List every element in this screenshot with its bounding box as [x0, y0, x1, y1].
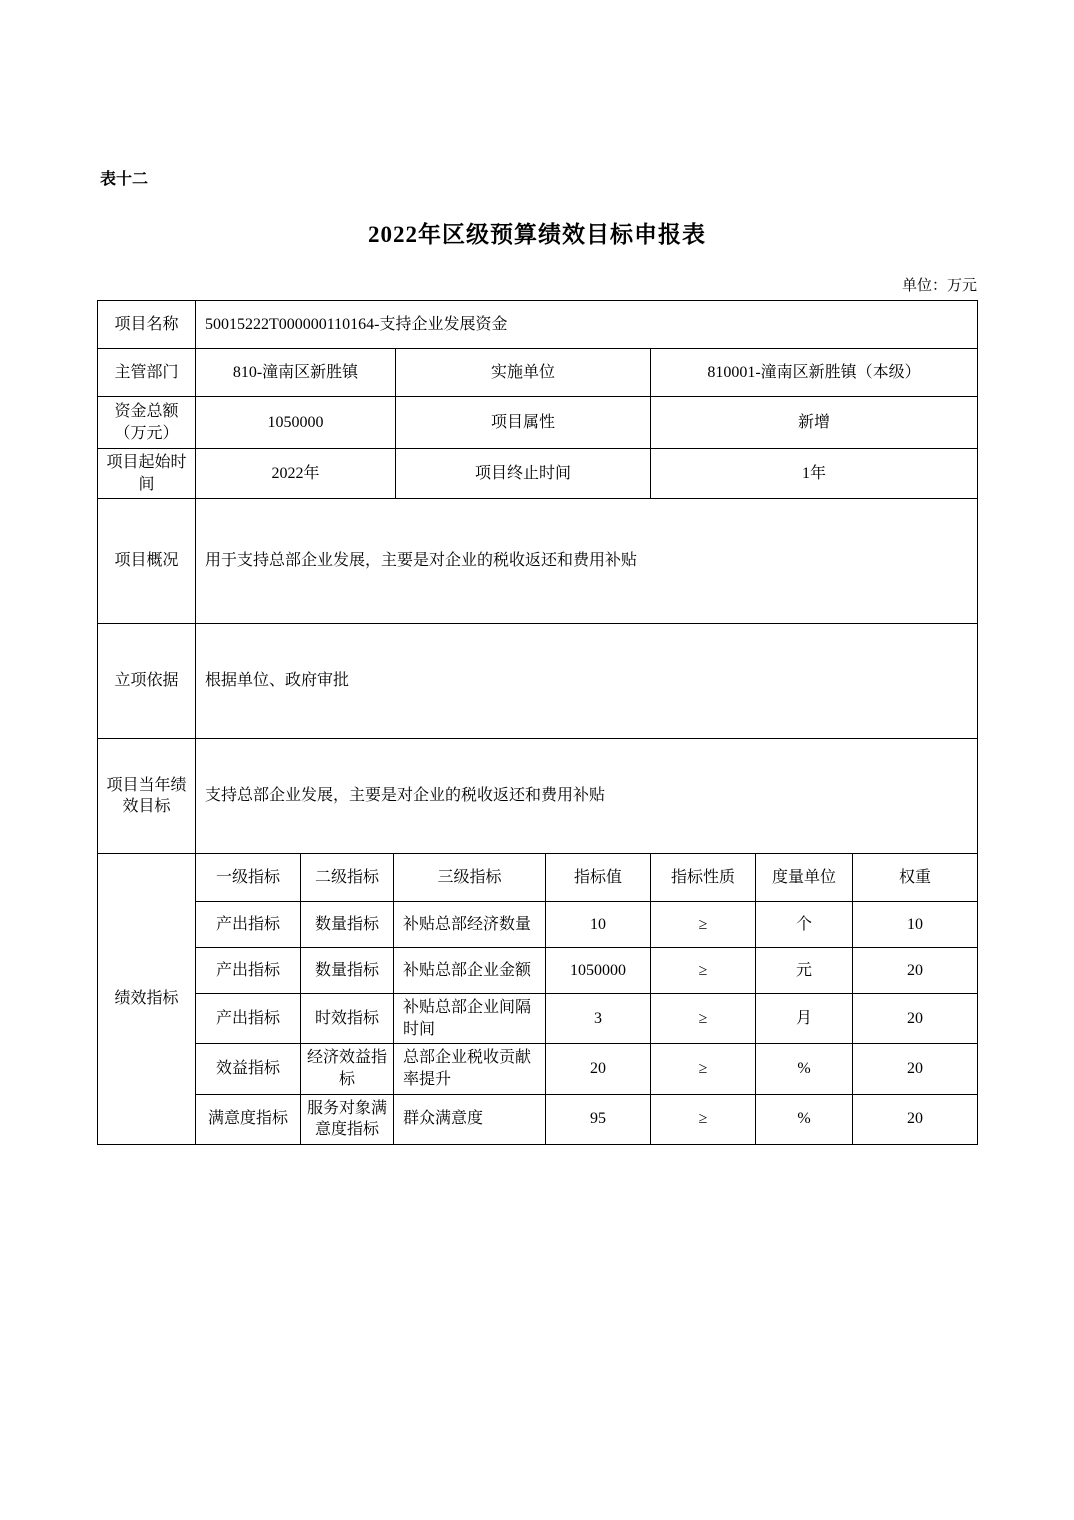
project-name-label: 项目名称 — [98, 301, 196, 349]
indicator-header-cell: 二级指标 — [301, 854, 394, 902]
indicator-row — [98, 1094, 978, 1144]
indicator-cell: 20 — [853, 1044, 978, 1094]
dept-label: 主管部门 — [98, 349, 196, 397]
indicator-cell: 数量指标 — [301, 902, 394, 948]
indicator-cell: 20 — [546, 1044, 651, 1094]
indicator-row — [98, 994, 978, 1044]
indicator-cell: ≥ — [651, 1044, 756, 1094]
indicator-cell: 20 — [853, 948, 978, 994]
project-attr-label: 项目属性 — [396, 397, 651, 449]
indicator-header-cell: 指标值 — [546, 854, 651, 902]
indicator-header-cell: 三级指标 — [394, 854, 546, 902]
table-row — [98, 739, 978, 854]
basis-label: 立项依据 — [98, 624, 196, 739]
table-row — [98, 349, 978, 397]
indicators-table — [97, 853, 978, 1145]
indicator-cell: 95 — [546, 1094, 651, 1144]
fund-total-value: 1050000 — [196, 397, 396, 449]
table-row — [98, 624, 978, 739]
basis-value: 根据单位、政府审批 — [196, 624, 978, 739]
start-time-label: 项目起始时间 — [98, 449, 196, 499]
overview-value: 用于支持总部企业发展，主要是对企业的税收返还和费用补贴 — [196, 499, 978, 624]
table-row — [98, 449, 978, 499]
indicator-cell: 时效指标 — [301, 994, 394, 1044]
indicator-cell: 20 — [853, 994, 978, 1044]
indicator-cell: 产出指标 — [196, 948, 301, 994]
indicator-header-cell: 一级指标 — [196, 854, 301, 902]
impl-unit-label: 实施单位 — [396, 349, 651, 397]
indicator-row — [98, 902, 978, 948]
indicator-cell: 10 — [546, 902, 651, 948]
indicator-cell: ≥ — [651, 994, 756, 1044]
indicator-cell: 效益指标 — [196, 1044, 301, 1094]
indicator-cell: 月 — [756, 994, 853, 1044]
indicator-cell: 20 — [853, 1094, 978, 1144]
indicator-cell: ≥ — [651, 1094, 756, 1144]
table-number-label: 表十二 — [100, 171, 149, 188]
fund-total-label: 资金总额（万元） — [98, 397, 196, 449]
impl-unit-value: 810001-潼南区新胜镇（本级） — [651, 349, 978, 397]
indicator-cell: % — [756, 1044, 853, 1094]
unit-note: 单位：万元 — [901, 278, 977, 294]
table-row — [98, 397, 978, 449]
indicator-cell: 服务对象满意度指标 — [301, 1094, 394, 1144]
indicator-cell: 补贴总部企业金额 — [394, 948, 546, 994]
indicator-cell: 1050000 — [546, 948, 651, 994]
table-row — [98, 499, 978, 624]
indicator-cell: 产出指标 — [196, 902, 301, 948]
declaration-form — [97, 300, 977, 1145]
indicator-cell: 数量指标 — [301, 948, 394, 994]
annual-goal-label: 项目当年绩效目标 — [98, 739, 196, 854]
project-attr-value: 新增 — [651, 397, 978, 449]
description-table — [97, 498, 978, 854]
dept-value: 810-潼南区新胜镇 — [196, 349, 396, 397]
indicator-cell: 满意度指标 — [196, 1094, 301, 1144]
indicator-row — [98, 1044, 978, 1094]
indicator-cell: 元 — [756, 948, 853, 994]
indicator-header-cell: 指标性质 — [651, 854, 756, 902]
indicator-row — [98, 948, 978, 994]
page-title: 2022年区级预算绩效目标申报表 — [368, 222, 706, 247]
end-time-value: 1年 — [651, 449, 978, 499]
indicator-cell: % — [756, 1094, 853, 1144]
indicator-cell: 经济效益指标 — [301, 1044, 394, 1094]
project-name-value: 50015222T000000110164-支持企业发展资金 — [196, 301, 978, 349]
indicator-cell: 3 — [546, 994, 651, 1044]
indicator-cell: ≥ — [651, 902, 756, 948]
indicator-cell: 个 — [756, 902, 853, 948]
indicator-cell: 补贴总部经济数量 — [394, 902, 546, 948]
start-time-value: 2022年 — [196, 449, 396, 499]
basic-info-table — [97, 300, 978, 499]
indicator-cell: 10 — [853, 902, 978, 948]
table-row — [98, 301, 978, 349]
indicator-header-cell: 度量单位 — [756, 854, 853, 902]
overview-label: 项目概况 — [98, 499, 196, 624]
indicator-header-cell: 权重 — [853, 854, 978, 902]
perf-indicator-label: 绩效指标 — [98, 854, 196, 1145]
annual-goal-value: 支持总部企业发展，主要是对企业的税收返还和费用补贴 — [196, 739, 978, 854]
indicator-cell: 补贴总部企业间隔时间 — [394, 994, 546, 1044]
indicator-cell: 总部企业税收贡献率提升 — [394, 1044, 546, 1094]
indicator-cell: 产出指标 — [196, 994, 301, 1044]
indicator-cell: ≥ — [651, 948, 756, 994]
indicators-header-row — [98, 854, 978, 902]
end-time-label: 项目终止时间 — [396, 449, 651, 499]
indicator-cell: 群众满意度 — [394, 1094, 546, 1144]
